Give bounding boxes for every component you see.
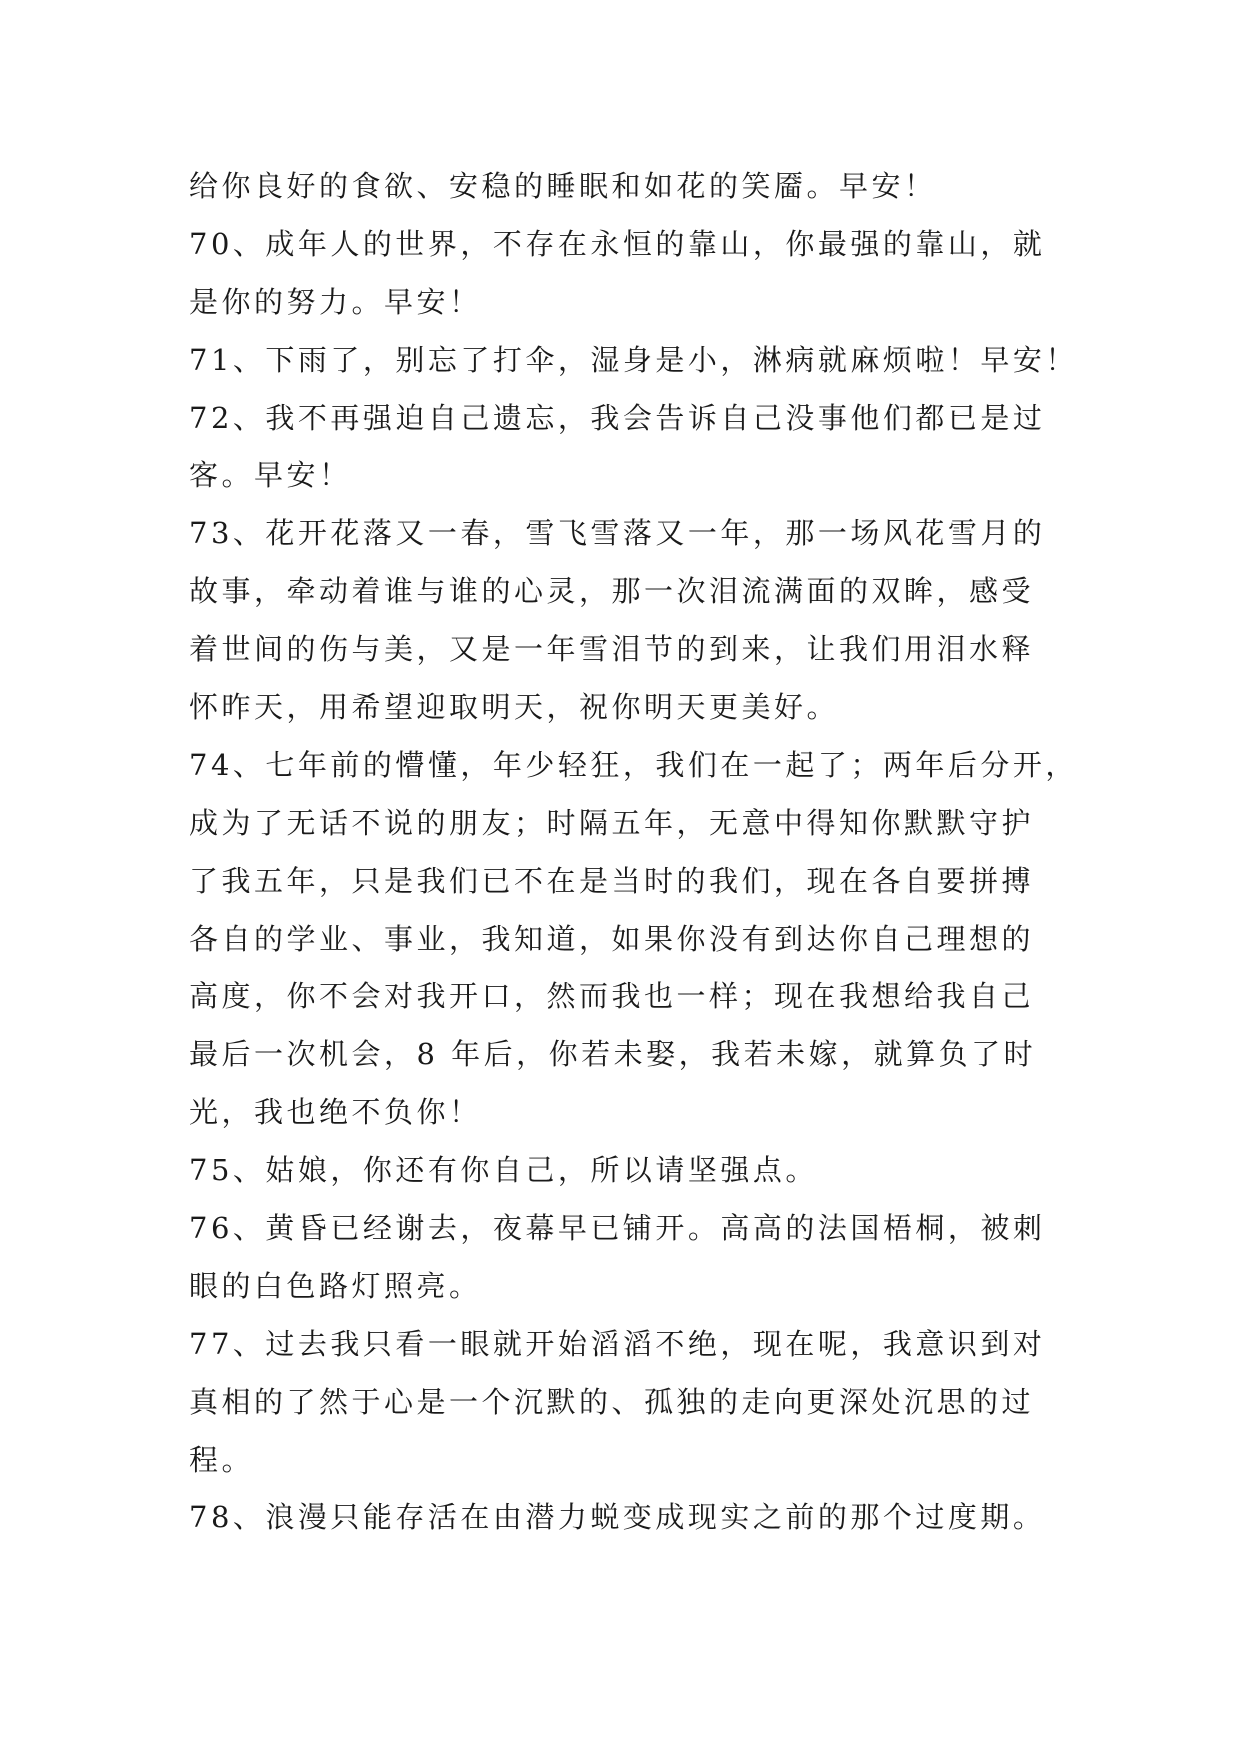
text-line: 78、浪漫只能存活在由潜力蜕变成现实之前的那个过度期。 (189, 1500, 1046, 1535)
text-line: 75、姑娘，你还有你自己，所以请坚强点。 (189, 1153, 818, 1188)
text-line: 光，我也绝不负你！ (189, 1095, 482, 1130)
text-line: 着世间的伤与美，又是一年雪泪节的到来，让我们用泪水释 (189, 632, 1035, 667)
text-line: 客。早安！ (189, 458, 352, 493)
text-line: 成为了无话不说的朋友；时隔五年，无意中得知你默默守护 (189, 805, 1035, 840)
text-line: 70、成年人的世界，不存在永恒的靠山，你最强的靠山，就 (189, 226, 1046, 261)
text-line: 故事，牵动着谁与谁的心灵，那一次泪流满面的双眸，感受 (189, 574, 1035, 609)
text-line: 怀昨天，用希望迎取明天，祝你明天更美好。 (189, 690, 840, 725)
text-line: 73、花开花落又一春，雪飞雪落又一年，那一场风花雪月的 (189, 516, 1046, 551)
text-line: 给你良好的食欲、安稳的睡眠和如花的笑靥。早安！ (189, 169, 937, 203)
text-line: 眼的白色路灯照亮。 (189, 1268, 482, 1303)
text-line: 是你的努力。早安！ (189, 284, 482, 319)
text-line: 各自的学业、事业，我知道，如果你没有到达你自己理想的 (189, 921, 1035, 956)
text-line: 74、七年前的懵懂，年少轻狂，我们在一起了；两年后分开， (189, 747, 1078, 782)
text-line: 最后一次机会，8 年后，你若未娶，我若未嫁，就算负了时 (189, 1037, 1037, 1072)
text-line: 程。 (189, 1442, 255, 1477)
text-line: 了我五年，只是我们已不在是当时的我们，现在各自要拼搏 (189, 863, 1035, 898)
text-line: 76、黄昏已经谢去，夜幕早已铺开。高高的法国梧桐，被刺 (189, 1211, 1046, 1246)
text-line: 72、我不再强迫自己遗忘，我会告诉自己没事他们都已是过 (189, 400, 1046, 435)
text-line: 真相的了然于心是一个沉默的、孤独的走向更深处沉思的过 (189, 1384, 1035, 1419)
text-line: 71、下雨了，别忘了打伞，湿身是小，淋病就麻烦啦！早安！ (189, 342, 1078, 377)
document-body (189, 158, 1078, 1547)
text-line: 高度，你不会对我开口，然而我也一样；现在我想给我自己 (189, 979, 1035, 1014)
text-line: 77、过去我只看一眼就开始滔滔不绝，现在呢，我意识到对 (189, 1326, 1046, 1361)
